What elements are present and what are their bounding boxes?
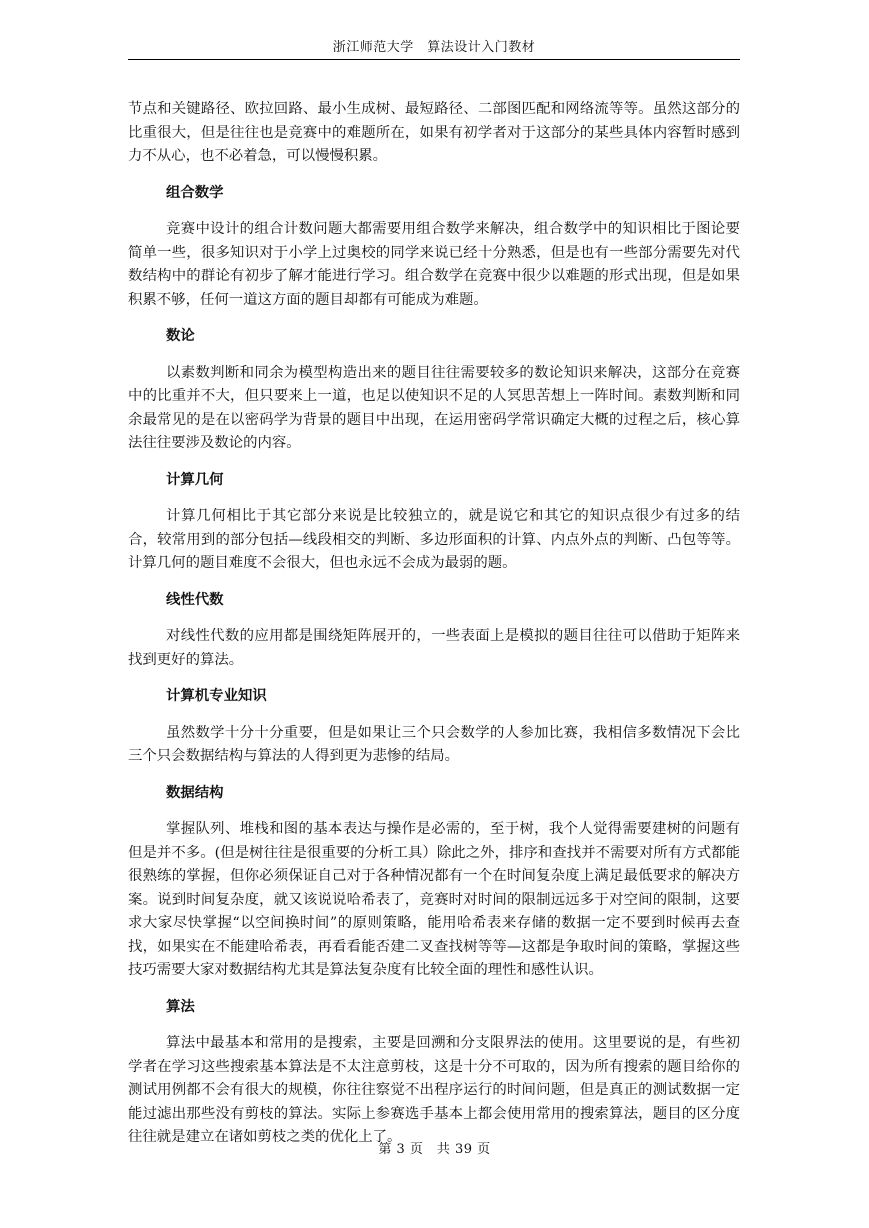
section-heading-combinatorics: 组合数学	[166, 184, 224, 201]
section-heading-linear-algebra: 线性代数	[166, 591, 224, 608]
section-paragraph-combinatorics: 竞赛中设计的组合计数问题大都需要用组合数学来解决，组合数学中的知识相比于图论要简单一些，很多知识对于小学上过奥校的同学来说已经十分熟悉，但是也有一些部分需要先对代数结构中的群论有初步了解才能进行学习。组合数学在竞赛中很少以难题的形式出现，但是如果积累不够，任何一道这方面的题目却都有可能成为难题。	[128, 221, 740, 308]
intro-paragraph: 节点和关键路径、欧拉回路、最小生成树、最短路径、二部图匹配和网络流等等。虽然这部分的比重很大，但是往往也是竞赛中的难题所在，如果有初学者对于这部分的某些具体内容暂时感到力不从心，也不必着急，可以慢慢积累。	[128, 101, 740, 164]
section-heading-computational-geometry: 计算几何	[166, 471, 224, 488]
section-heading-number-theory: 数论	[166, 328, 195, 344]
section-paragraph-number-theory: 以素数判断和同余为模型构造出来的题目往往需要较多的数论知识来解决，这部分在竞赛中的比重并不大，但只要来上一道，也足以使知识不足的人冥思苦想上一阵时间。素数判断和同余最常见的是在以密码学为背景的题目中出现，在运用密码学常识确定大概的过程之后，核心算法往往要涉及数论的内容。	[128, 364, 740, 451]
page-number-footer: 第 3 页 共 39 页	[378, 1142, 491, 1157]
page-body	[128, 98, 740, 1163]
running-header: 浙江师范大学 算法设计入门教材	[332, 40, 536, 55]
section-paragraph-data-structures: 掌握队列、堆栈和图的基本表达与操作是必需的，至于树，我个人觉得需要建树的问题有但是并不多。(但是树往往是很重要的分析工具）除此之外，排序和查找并不需要对所有方式都能很熟练的掌握，但你必须保证自己对于各种情况都有一个在时间复杂度上满足最低要求的解决方案。说到时间复杂度，就又该说说哈希表了，竞赛时对时间的限制远远多于对空间的限制，这要求大家尽快掌握“以空间换时间”的原则策略，能用哈希表来存储的数据一定不要到时候再去查找，如果实在不能建哈希表，再看看能否建二叉查找树等等—这都是争取时间的策略，掌握这些技巧需要大家对数据结构尤其是算法复杂度有比较全面的理性和感性认识。	[128, 821, 740, 978]
section-paragraph-computational-geometry: 计算几何相比于其它部分来说是比较独立的，就是说它和其它的知识点很少有过多的结合，较常用到的部分包括—线段相交的判断、多边形面积的计算、内点外点的判断、凸包等等。计算几何的题目难度不会很大，但也永远不会成为最弱的题。	[128, 508, 740, 571]
section-heading-algorithms: 算法	[166, 998, 195, 1015]
section-paragraph-linear-algebra: 对线性代数的应用都是围绕矩阵展开的，一些表面上是模拟的题目往往可以借助于矩阵来找到更好的算法。	[128, 628, 740, 668]
section-heading-cs-knowledge: 计算机专业知识	[166, 688, 267, 704]
section-paragraph-cs-knowledge: 虽然数学十分十分重要，但是如果让三个只会数学的人参加比赛，我相信多数情况下会比三个只会数据结构与算法的人得到更为悲惨的结局。	[128, 724, 740, 764]
header-rule	[128, 59, 740, 60]
section-heading-data-structures: 数据结构	[166, 784, 224, 801]
section-paragraph-algorithms: 算法中最基本和常用的是搜索，主要是回溯和分支限界法的使用。这里要说的是，有些初学者在学习这些搜索基本算法是不太注意剪枝，这是十分不可取的，因为所有搜索的题目给你的测试用例都不会有很大的规模，你往往察觉不出程序运行的时间问题，但是真正的测试数据一定能过滤出那些没有剪枝的算法。实际上参赛选手基本上都会使用常用的搜索算法，题目的区分度往往就是建立在诸如剪枝之类的优化上了。	[128, 1035, 740, 1145]
